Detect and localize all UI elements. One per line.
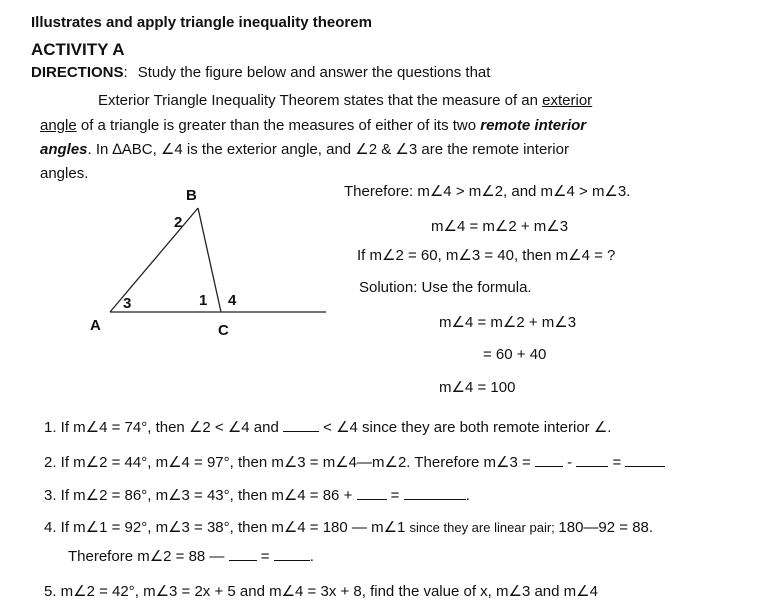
question-1-text: 1. If m∠4 = 74°, then ∠2 < ∠4 and bbox=[44, 419, 283, 436]
question-4-text: . bbox=[309, 548, 314, 565]
answer-blank[interactable] bbox=[274, 546, 310, 561]
solution-step-1: m∠4 = m∠2 + m∠3 bbox=[439, 314, 577, 331]
activity-heading: ACTIVITY A bbox=[31, 40, 125, 59]
answer-blank[interactable] bbox=[357, 485, 387, 500]
question-2-text: - bbox=[562, 454, 577, 471]
answer-blank[interactable] bbox=[576, 452, 608, 467]
question-3-text: . bbox=[465, 487, 470, 504]
question-4-text: = bbox=[256, 548, 274, 565]
question-1-text: < ∠4 since they are both remote interior ∠. bbox=[318, 419, 612, 436]
solution-step-2: = 60 + 40 bbox=[483, 346, 547, 363]
triangle-figure bbox=[78, 178, 340, 350]
theorem-line-3 bbox=[40, 141, 569, 159]
theorem-text: . In ∆ABC, ∠4 is the exterior angle, and ∠2 & ∠3 are the remote interior bbox=[87, 141, 569, 158]
directions-line bbox=[31, 64, 490, 82]
page-title: Illustrates and apply triangle inequality theorem bbox=[31, 14, 372, 31]
theorem-exterior: exterior bbox=[542, 92, 593, 109]
question-4-text: Therefore m∠2 = 88 — bbox=[68, 548, 229, 565]
answer-blank[interactable] bbox=[229, 546, 257, 561]
question-5: 5. m∠2 = 42°, m∠3 = 2x + 5 and m∠4 = 3x + 8, find the value of x, m∠3 and m∠4 bbox=[44, 583, 598, 600]
theorem-text: of a triangle is greater than the measures of either of its two bbox=[76, 117, 481, 134]
answer-blank[interactable] bbox=[404, 485, 466, 500]
angle-3-label: 3 bbox=[123, 295, 132, 312]
vertex-A-label: A bbox=[90, 317, 101, 334]
theorem-angle: angle bbox=[40, 117, 77, 134]
directions-label: DIRECTIONS bbox=[31, 64, 124, 81]
theorem-text: Exterior Triangle Inequality Theorem states that the measure of an bbox=[98, 92, 543, 109]
question-4-continued bbox=[68, 546, 314, 566]
theorem-line-2 bbox=[40, 117, 586, 135]
directions-text: Study the figure below and answer the questions that bbox=[137, 64, 491, 81]
question-3 bbox=[44, 485, 470, 505]
formula-line: m∠4 = m∠2 + m∠3 bbox=[431, 218, 569, 235]
solution-step-3: m∠4 = 100 bbox=[439, 379, 516, 396]
theorem-line-4: angles. bbox=[40, 165, 89, 182]
question-1 bbox=[44, 417, 611, 437]
question-2 bbox=[44, 452, 665, 472]
vertex-C-label: C bbox=[218, 322, 229, 339]
angle-1-label: 1 bbox=[199, 292, 208, 309]
theorem-remote-interior: remote interior bbox=[480, 117, 587, 134]
question-2-text: = bbox=[608, 454, 626, 471]
solution-label: Solution: Use the formula. bbox=[359, 279, 532, 296]
answer-blank[interactable] bbox=[625, 452, 665, 467]
answer-blank[interactable] bbox=[535, 452, 563, 467]
theorem-angles: angles bbox=[40, 141, 88, 158]
vertex-B-label: B bbox=[186, 187, 197, 204]
question-3-text: = bbox=[386, 487, 404, 504]
question-4-text: since they are linear pair; bbox=[409, 520, 559, 535]
question-3-text: 3. If m∠2 = 86°, m∠3 = 43°, then m∠4 = 86 + bbox=[44, 487, 357, 504]
answer-blank[interactable] bbox=[283, 417, 319, 432]
angle-2-label: 2 bbox=[174, 214, 183, 231]
question-2-text: 2. If m∠2 = 44°, m∠4 = 97°, then m∠3 = m∠4—m∠2. Therefore m∠3 = bbox=[44, 454, 535, 471]
question-4-text: 180—92 = 88. bbox=[558, 519, 654, 536]
directions-colon: : bbox=[123, 64, 128, 81]
question-4 bbox=[44, 519, 653, 537]
question-line: If m∠2 = 60, m∠3 = 40, then m∠4 = ? bbox=[357, 247, 616, 264]
angle-4-label: 4 bbox=[228, 292, 237, 309]
theorem-line-1 bbox=[98, 92, 592, 110]
therefore-line: Therefore: m∠4 > m∠2, and m∠4 > m∠3. bbox=[344, 183, 631, 200]
question-4-text: 4. If m∠1 = 92°, m∠3 = 38°, then m∠4 = 180 — m∠1 bbox=[44, 519, 410, 536]
